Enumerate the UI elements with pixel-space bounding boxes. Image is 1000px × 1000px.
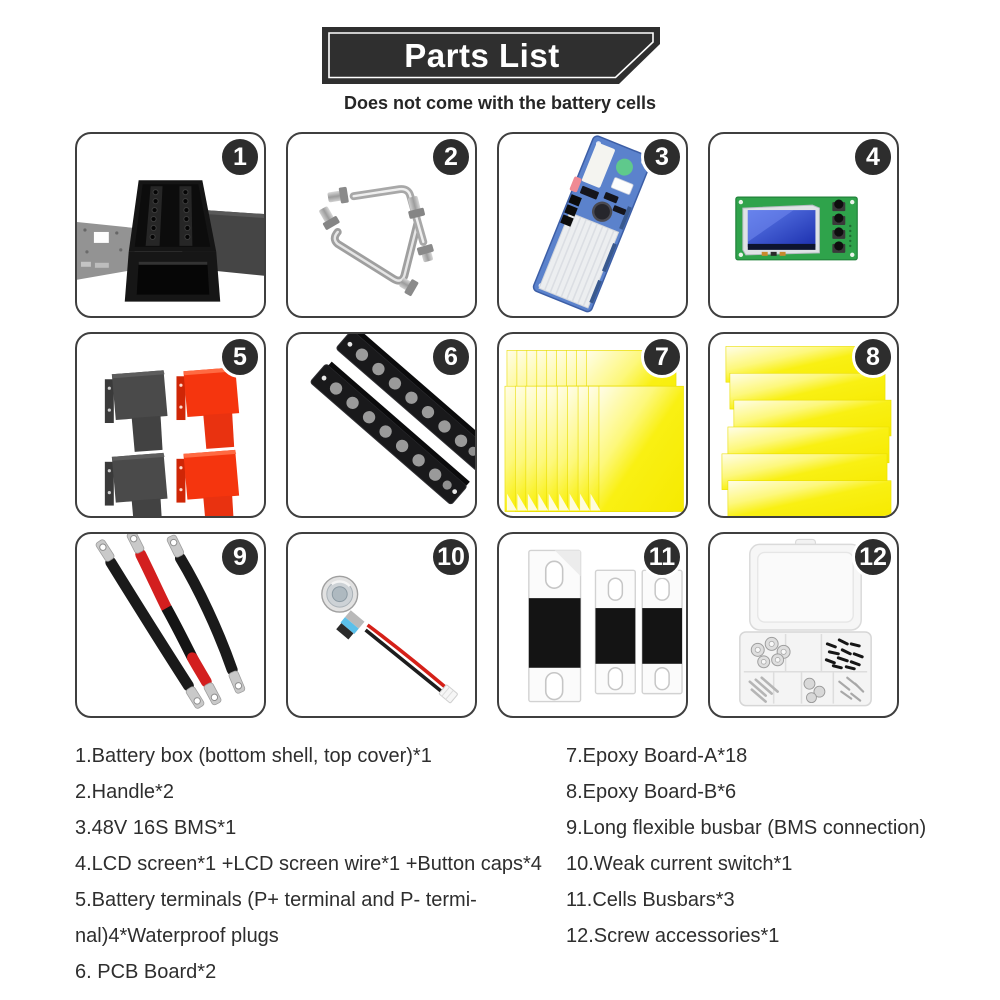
item-number-badge: 8 [852,336,894,378]
card-weak-current-switch [286,532,477,718]
item-number-badge: 1 [219,136,261,178]
part-line: 2.Handle*2 [75,781,174,803]
part-line: 5.Battery terminals (P+ terminal and P- termi- [75,889,477,911]
part-line: 6. PCB Board*2 [75,961,217,983]
card-epoxy-board-a [497,332,688,518]
parts-list-right-column [566,738,926,954]
item-number-badge: 7 [641,336,683,378]
part-line: 10.Weak current switch*1 [566,853,793,875]
page-title: Parts List [404,37,560,74]
item-number-badge: 3 [641,136,683,178]
item-number-badge: 4 [852,136,894,178]
parts-grid [75,132,899,718]
part-line: 1.Battery box (bottom shell, top cover)*1 [75,745,432,767]
part-line: 9.Long flexible busbar (BMS connection) [566,817,927,839]
item-number-badge: 5 [219,336,261,378]
part-line: 4.LCD screen*1 +LCD screen wire*1 +Button caps*4 [75,853,542,875]
part-line: 11.Cells Busbars*3 [566,889,735,911]
item-number-badge: 6 [430,336,472,378]
card-lcd-screen [708,132,899,318]
part-line: 3.48V 16S BMS*1 [75,817,237,839]
card-handle [286,132,477,318]
item-number-badge: 10 [430,536,472,578]
item-number-badge: 2 [430,136,472,178]
parts-list-left-column [75,738,542,990]
parts-list-banner [322,27,660,84]
card-pcb-board [286,332,477,518]
part-line: 12.Screw accessories*1 [566,925,780,947]
part-line: 7.Epoxy Board-A*18 [566,745,748,767]
card-bms-board [497,132,688,318]
card-screw-accessories [708,532,899,718]
card-epoxy-board-b [708,332,899,518]
item-number-badge: 11 [641,536,683,578]
card-flexible-busbar [75,532,266,718]
card-battery-box [75,132,266,318]
card-battery-terminals [75,332,266,518]
item-number-badge: 12 [852,536,894,578]
item-number-badge: 9 [219,536,261,578]
card-cells-busbars [497,532,688,718]
subtitle-note: Does not come with the battery cells [343,93,657,113]
part-line: 8.Epoxy Board-B*6 [566,781,737,803]
part-line: nal)4*Waterproof plugs [75,925,279,947]
